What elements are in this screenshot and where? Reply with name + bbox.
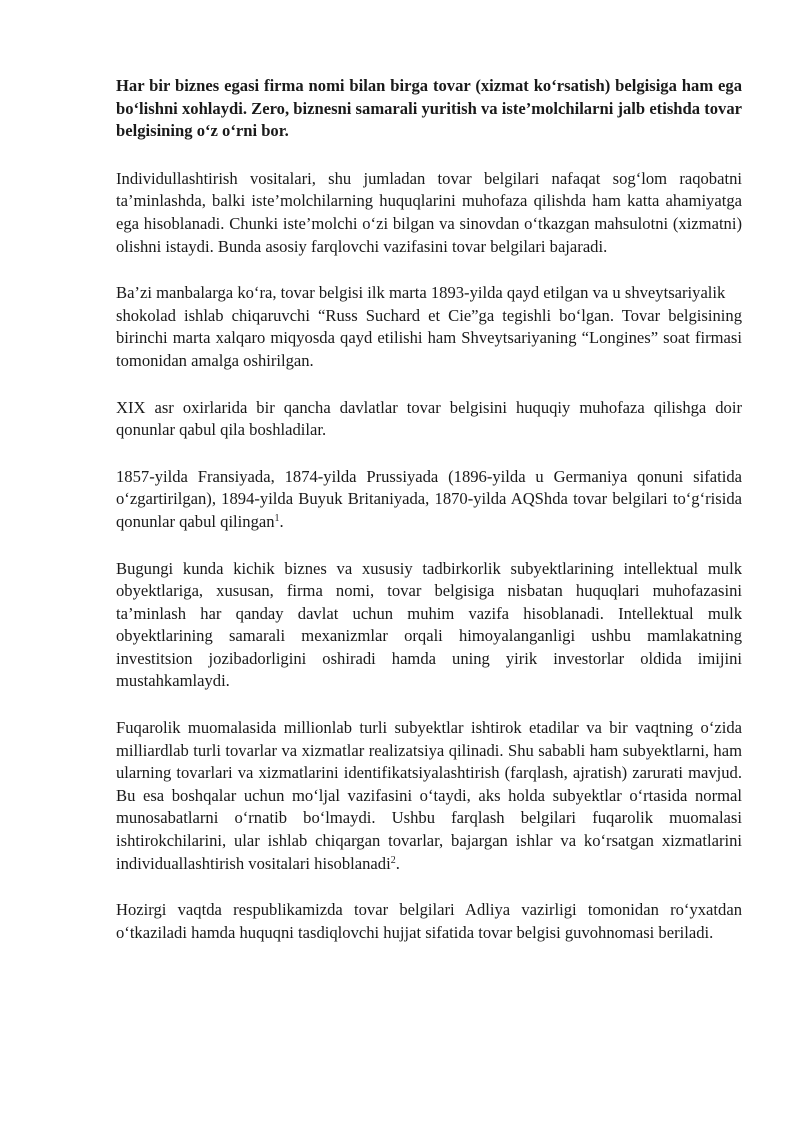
footnote-ref-2[interactable]: 2 [390, 854, 396, 866]
paragraph-registration: Hozirgi vaqtda respublikamizda tovar belgilari Adliya vazirligi tomonidan ro‘yxatdan o‘tkaziladi hamda huquqni tasdiqlovchi hujjat sifatida tovar belgisi guvohnomasi beriladi. [116, 900, 742, 942]
paragraph-laws-history [116, 466, 742, 534]
lead-paragraph: Har bir biznes egasi firma nomi bilan birga tovar (xizmat ko‘rsatish) belgisiga ham ega bo‘lishni xohlaydi. Zero, biznesni samarali yuritish va iste’molchilarni jalb etishda tovar belgisining o‘z o‘rni bor. [116, 76, 742, 141]
paragraph-civil-circulation-text: Fuqarolik muomalasida millionlab turli subyektlar ishtirok etadilar va bir vaqtning o‘zida milliardlab turli tovarlar va xizmatlar realizatsiya qilinadi. Shu sababli ham subyektlarni, ham ularning tovarlari va xizmatlarini identifikatsiyalashtirish (farqlash, ajratish) zarurati mavjud. Bu esa boshqalar uchun mo‘ljal vazifasini o‘taydi, aks holda subyektlar o‘rtasida normal munosabatlarni o‘rnatib bo‘lmaydi. Ushbu farqlash belgilari fuqarolik muomalasi ishtirokchilarini, ular ishlab chiqargan tovarlar, bajargan ishlar va ko‘rsatgan xizmatlarini individuallashtirish vositalari hisoblanadi [116, 718, 742, 873]
sentence-period: . [395, 853, 400, 873]
paragraph-civil-circulation [116, 717, 742, 875]
paragraph-first-trademark [116, 282, 742, 305]
paragraph-individualization: Individullashtirish vositalari, shu jumladan tovar belgilari nafaqat sog‘lom raqobatni ta’minlashda, balki iste’molchilarning huquqlarini muhofaza qilishda ham katta ahamiyatga ega hisoblanadi. Chunki iste’molchi o‘zi bilgan va sinovdan o‘tkazgan mahsulotni (xizmatni) olishni istaydi. Bunda asosiy farqlovchi vazifasini tovar belgilari bajaradi. [116, 168, 742, 256]
paragraph-laws-history-text: 1857-yilda Fransiyada, 1874-yilda Prussiyada (1896-yilda u Germaniya qonuni sifatida o‘zgartirilgan), 1894-yilda Buyuk Britaniyada, 1870-yilda AQShda tovar belgilari to‘g‘risida qonunlar qabul qilingan [116, 466, 742, 531]
footnote-ref-1[interactable]: 1 [274, 512, 280, 524]
paragraph-xix-century: XIX asr oxirlarida bir qancha davlatlar tovar belgisini huquqiy muhofaza qilishga doir qonunlar qabul qila boshladilar. [116, 397, 742, 440]
paragraph-first-trademark-line: Ba’zi manbalarga ko‘ra, tovar belgisi ilk marta 1893-yilda qayd etilgan va u shveytsariyalik [116, 283, 726, 303]
paragraph-suchard: shokolad ishlab chiqaruvchi “Russ Suchard et Cie”ga tegishli bo‘lgan. Tovar belgisining birinchi marta xalqaro miqyosda qayd etilishi ham Shveytsariyaning “Longines” soat firmasi tomonidan amalga oshirilgan. [116, 305, 742, 370]
paragraph-small-business: Bugungi kunda kichik biznes va xususiy tadbirkorlik subyektlarining intellektual mulk obyektlariga, xususan, firma nomi, tovar belgisiga nisbatan huquqlari muhofazasini ta’minlash har qanday davlat uchun muhim vazifa hisoblanadi. Intellektual mulk obyektlarining samarali mexanizmlar orqali himoyalanganligi ushbu mamlakatning investitsion jozibadorligini oshiradi hamda uning yirik investorlar oldida imijini mustahkamlaydi. [116, 558, 742, 691]
sentence-period: . [279, 511, 284, 531]
